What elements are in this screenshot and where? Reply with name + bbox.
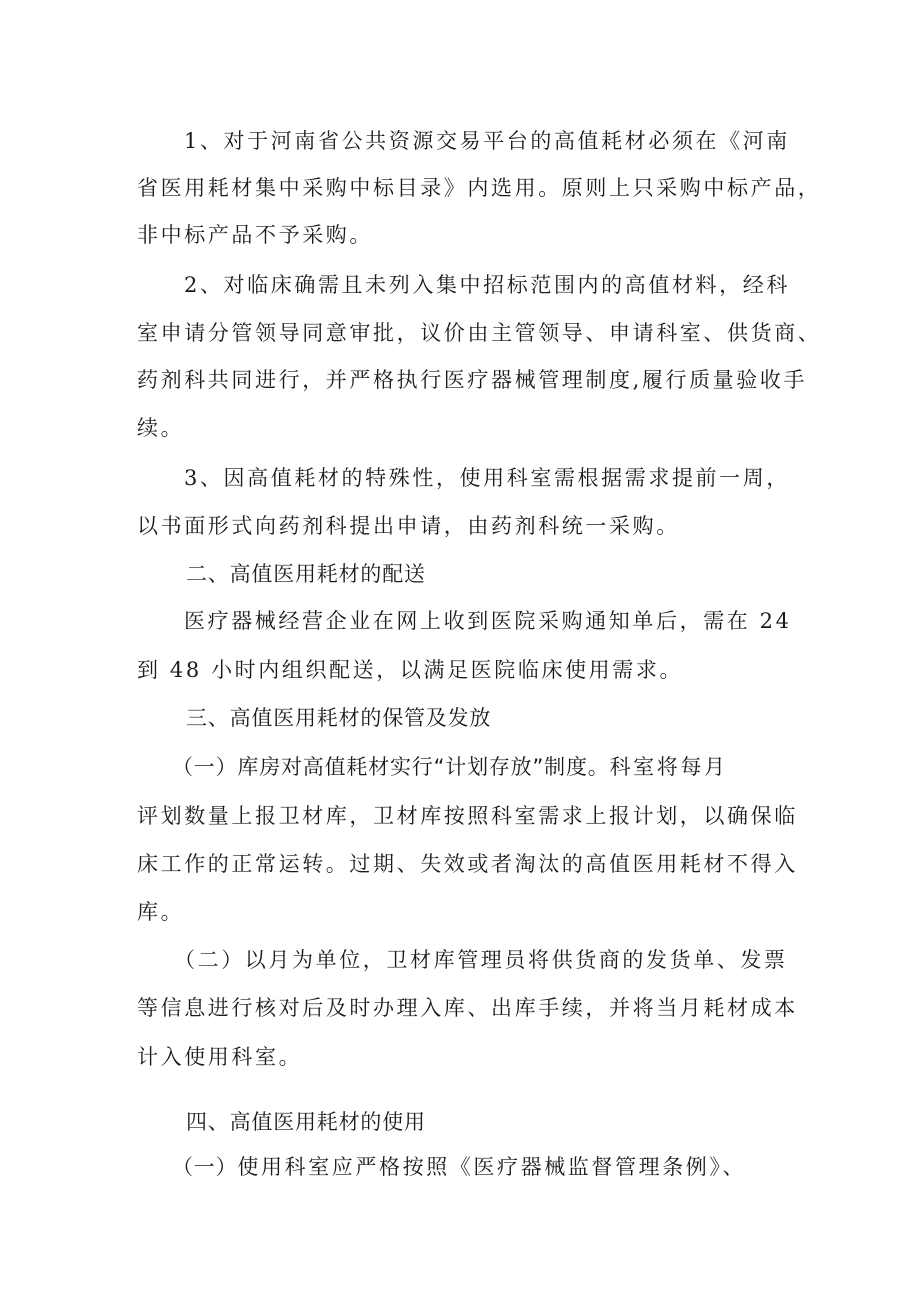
para-1-line-1: 1、对于河南省公共资源交易平台的高值耗材必须在《河南	[184, 129, 790, 153]
section-3-para-1-line-3: 床工作的正常运转。过期、失效或者淘汰的高值医用耗材不得入	[137, 852, 798, 876]
para-3-line-2: 以书面形式向药剂科提出申请，由药剂科统一采购。	[137, 514, 680, 538]
section-3-para-1-bold: （一）库房对高值耗材实行“计划存放”制度。	[172, 755, 610, 779]
para-2-line-3: 药剂科共同进行，并严格执行医疗器械管理制度,履行质量验收手	[137, 368, 808, 392]
section-4-para-1-line-1	[172, 1152, 746, 1182]
para-3-line-1: 3、因高值耗材的特殊性，使用科室需根据需求提前一周，	[184, 466, 790, 490]
section-3-heading: 三、高值医用耗材的保管及发放	[186, 706, 492, 730]
section-3-para-2-line-3: 计入使用科室。	[137, 1045, 303, 1069]
section-2-heading: 二、高值医用耗材的配送	[186, 562, 426, 586]
para-2-line-4: 续。	[137, 416, 185, 440]
section-3-para-1-rest: 科室将每月	[609, 755, 728, 779]
para-2-line-2: 室申请分管领导同意审批，议价由主管领导、申请科室、供货商、	[137, 321, 822, 345]
section-3-para-1-line-4: 库。	[137, 900, 185, 924]
section-3-para-1-line-2: 评划数量上报卫材库，卫材库按照科室需求上报计划，以确保临	[137, 804, 798, 828]
section-3-para-2-line-2: 等信息进行核对后及时办理入库、出库手续，并将当月耗材成本	[137, 996, 798, 1020]
section-2-para-line-1: 医疗器械经营企业在网上收到医院采购通知单后，需在 24	[184, 609, 792, 633]
section-3-para-2-line-1: （二）以月为单位，卫材库管理员将供货商的发货单、发票	[174, 948, 788, 972]
para-1-line-3: 非中标产品不予采购。	[137, 223, 373, 247]
para-1-line-2: 省医用耗材集中采购中标目录》内选用。原则上只采购中标产品，	[137, 176, 822, 200]
para-2-line-1: 2、对临床确需且未列入集中招标范围内的高值材料，经科	[184, 273, 790, 297]
section-3-para-1-line-1	[172, 752, 728, 782]
section-4-heading: 四、高值医用耗材的使用	[186, 1110, 426, 1134]
section-4-para-1-bold: （一）	[172, 1155, 238, 1179]
section-2-para-line-2: 到 48 小时内组织配送，以满足医院临床使用需求。	[137, 658, 684, 682]
section-4-para-1-rest: 使用科室应严格按照《医疗器械监督管理条例》、	[237, 1155, 747, 1179]
